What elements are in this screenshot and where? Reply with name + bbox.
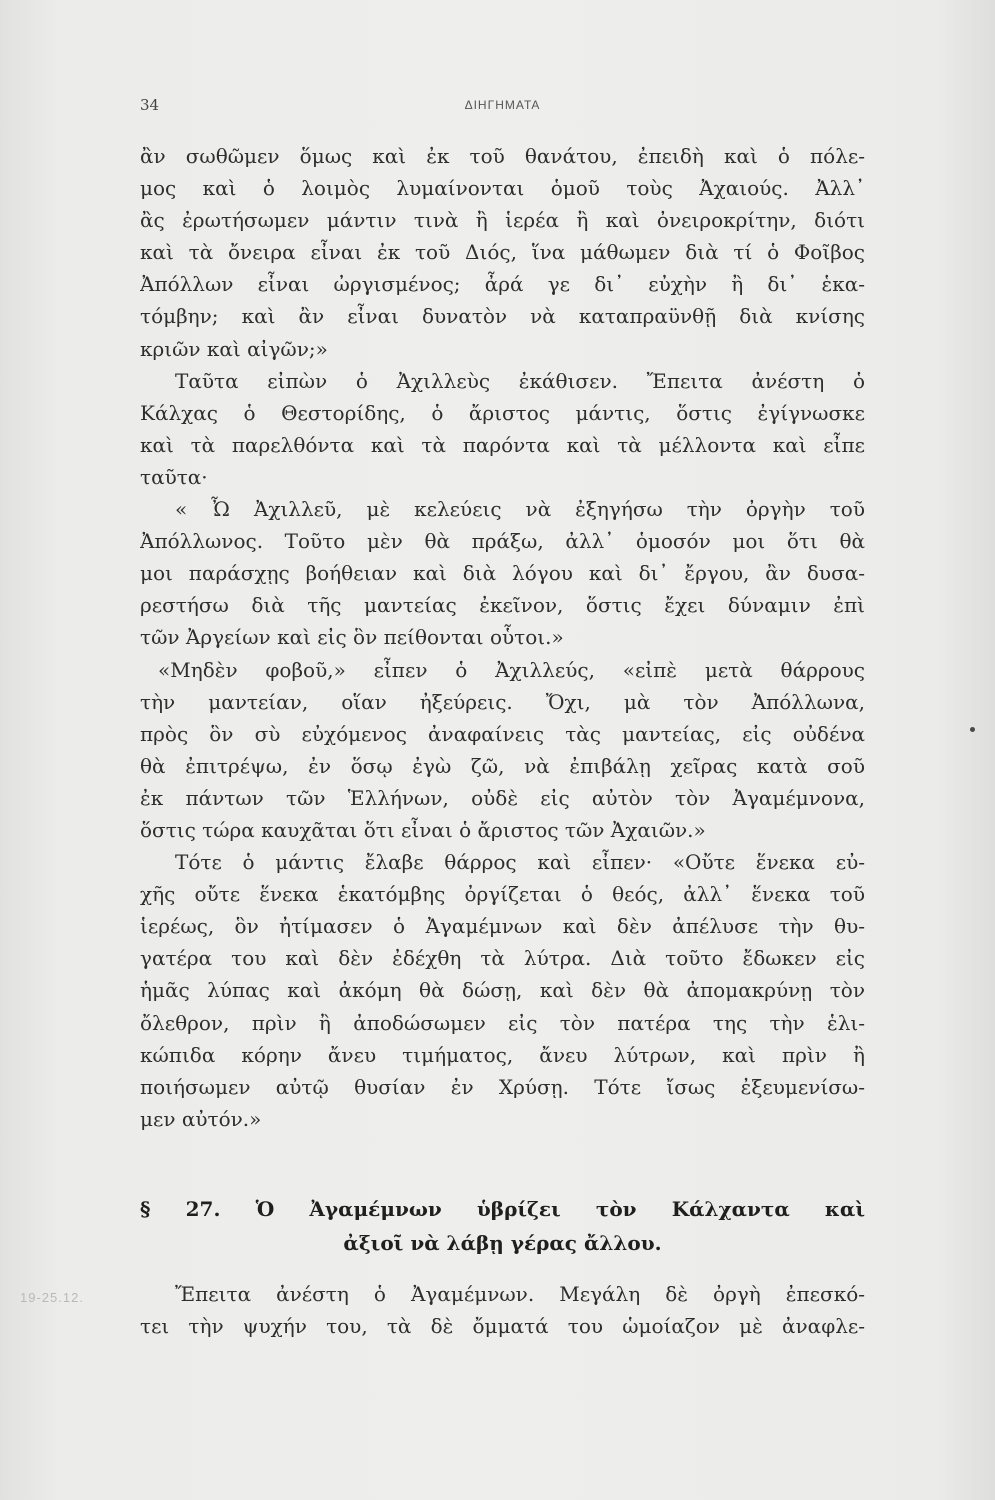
page-speck [970,727,975,732]
text-line: ἡμᾶς λύπας καὶ ἀκόμη θὰ δώσῃ, καὶ δὲν θὰ ἀπομακρύνῃ τὸν [140,978,865,1003]
running-head: ΔΙΗΓΗΜΑΤΑ [464,98,541,112]
text-line: πρὸς ὃν σὺ εὐχόμενος ἀναφαίνεις τὰς μαντείας, εἰς οὐδένα [140,721,865,746]
section-heading-line-2: ἀξιοῖ νὰ λάβῃ γέρας ἄλλου. [343,1231,662,1255]
text-line: κριῶν καὶ αἰγῶν;» [140,336,328,361]
text-line: τὴν μαντείαν, οἵαν ἠξεύρεις. Ὄχι, μὰ τὸν Ἀπόλλωνα, [140,689,865,714]
section-body-text [140,1278,865,1342]
paragraph-start-line: «Μηδὲν φοβοῦ,» εἶπεν ὁ Ἀχιλλεύς, «εἰπὲ μετὰ θάρρους [158,657,865,682]
text-line: Κάλχας ὁ Θεστορίδης, ὁ ἄριστος μάντις, ὅστις ἐγίγνωσκε [140,400,865,425]
text-line: ὅστις τώρα καυχᾶται ὅτι εἶναι ὁ ἄριστος τῶν Ἀχαιῶν.» [140,817,706,842]
text-line: μος καὶ ὁ λοιμὸς λυμαίνονται ὁμοῦ τοὺς Ἀχαιούς. Ἀλλ᾽ [140,176,865,201]
section-heading [140,1192,865,1260]
text-line: ποιήσωμεν αὐτῷ θυσίαν ἐν Χρύσῃ. Τότε ἴσως ἐξευμενίσω- [140,1074,865,1099]
text-line: μεν αὐτόν.» [140,1106,262,1131]
text-line: ἂν σωθῶμεν ὅμως καὶ ἐκ τοῦ θανάτου, ἐπειδὴ καὶ ὁ πόλε- [140,144,865,168]
text-line: καὶ τὰ ὄνειρα εἶναι ἐκ τοῦ Διός, ἵνα μάθωμεν διὰ τί ὁ Φοῖβος [140,240,865,265]
text-line: θὰ ἐπιτρέψω, ἐν ὅσῳ ἐγὼ ζῶ, νὰ ἐπιβάλῃ χεῖρας κατὰ σοῦ [140,753,865,778]
paragraph-start-line: Ταῦτα εἰπὼν ὁ Ἀχιλλεὺς ἐκάθισεν. Ἔπειτα ἀνέστη ὁ [175,368,865,393]
paragraph-start-line: « Ὦ Ἀχιλλεῦ, μὲ κελεύεις νὰ ἐξηγήσω τὴν ὀργὴν τοῦ [175,497,865,522]
paragraph-start-line: Τότε ὁ μάντις ἔλαβε θάρρος καὶ εἶπεν· «Οὔτε ἕνεκα εὐ- [175,850,865,875]
text-line: Ἀπόλλωνος. Τοῦτο μὲν θὰ πράξω, ἀλλ᾽ ὁμοσόν μοι ὅτι θὰ [140,529,865,554]
text-line: τει τὴν ψυχήν του, τὰ δὲ ὄμματά του ὡμοίαζον μὲ ἀναφλε- [140,1314,865,1339]
text-line: γατέρα του καὶ δὲν ἐδέχθη τὰ λύτρα. Διὰ τοῦτο ἔδωκεν εἰς [140,946,865,971]
page-header [140,96,865,126]
text-line: τόμβην; καὶ ἂν εἶναι δυνατὸν νὰ καταπραϋνθῇ διὰ κνίσης [140,304,865,329]
pencil-margin-note: 19-25.12. [20,1290,84,1305]
page-number: 34 [140,96,160,114]
text-line: ἂς ἐρωτήσωμεν μάντιν τινὰ ἢ ἱερέα ἢ καὶ ὀνειροκρίτην, διότι [140,208,865,233]
paragraph-start-line: Ἔπειτα ἀνέστη ὁ Ἀγαμέμνων. Μεγάλη δὲ ὀργὴ ἐπεσκό- [175,1282,865,1306]
text-line: ἱερέως, ὃν ἠτίμασεν ὁ Ἀγαμέμνων καὶ δὲν ἀπέλυσε τὴν θυ- [140,914,865,939]
text-line: καὶ τὰ παρελθόντα καὶ τὰ παρόντα καὶ τὰ μέλλοντα καὶ εἶπε [140,432,865,457]
text-line: κώπιδα κόρην ἄνευ τιμήματος, ἄνευ λύτρων, καὶ πρὶν ἢ [140,1042,865,1067]
text-line: τῶν Ἀργείων καὶ εἰς ὃν πείθονται οὗτοι.» [140,625,564,650]
text-line: ταῦτα· [140,464,208,489]
text-line: ἐκ πάντων τῶν Ἑλλήνων, οὐδὲ εἰς αὐτὸν τὸν Ἀγαμέμνονα, [140,785,865,810]
text-line: μοι παράσχῃς βοήθειαν καὶ διὰ λόγου καὶ δι᾽ ἔργου, ἂν δυσα- [140,561,865,586]
text-line: ὄλεθρον, πρὶν ἢ ἀποδώσωμεν εἰς τὸν πατέρα της τὴν ἑλι- [140,1010,865,1035]
text-line: ρεστήσω διὰ τῆς μαντείας ἐκεῖνον, ὅστις ἔχει δύναμιν ἐπὶ [140,593,865,618]
text-line: Ἀπόλλων εἶναι ὠργισμένος; ἆρά γε δι᾽ εὐχὴν ἢ δι᾽ ἑκα- [140,272,865,297]
text-line: χῆς οὔτε ἕνεκα ἑκατόμβης ὀργίζεται ὁ θεός, ἀλλ᾽ ἕνεκα τοῦ [140,882,865,907]
section-heading-line-1: § 27. Ὁ Ἀγαμέμνων ὑβρίζει τὸν Κάλχαντα καὶ [140,1197,865,1221]
body-text [140,140,865,1135]
